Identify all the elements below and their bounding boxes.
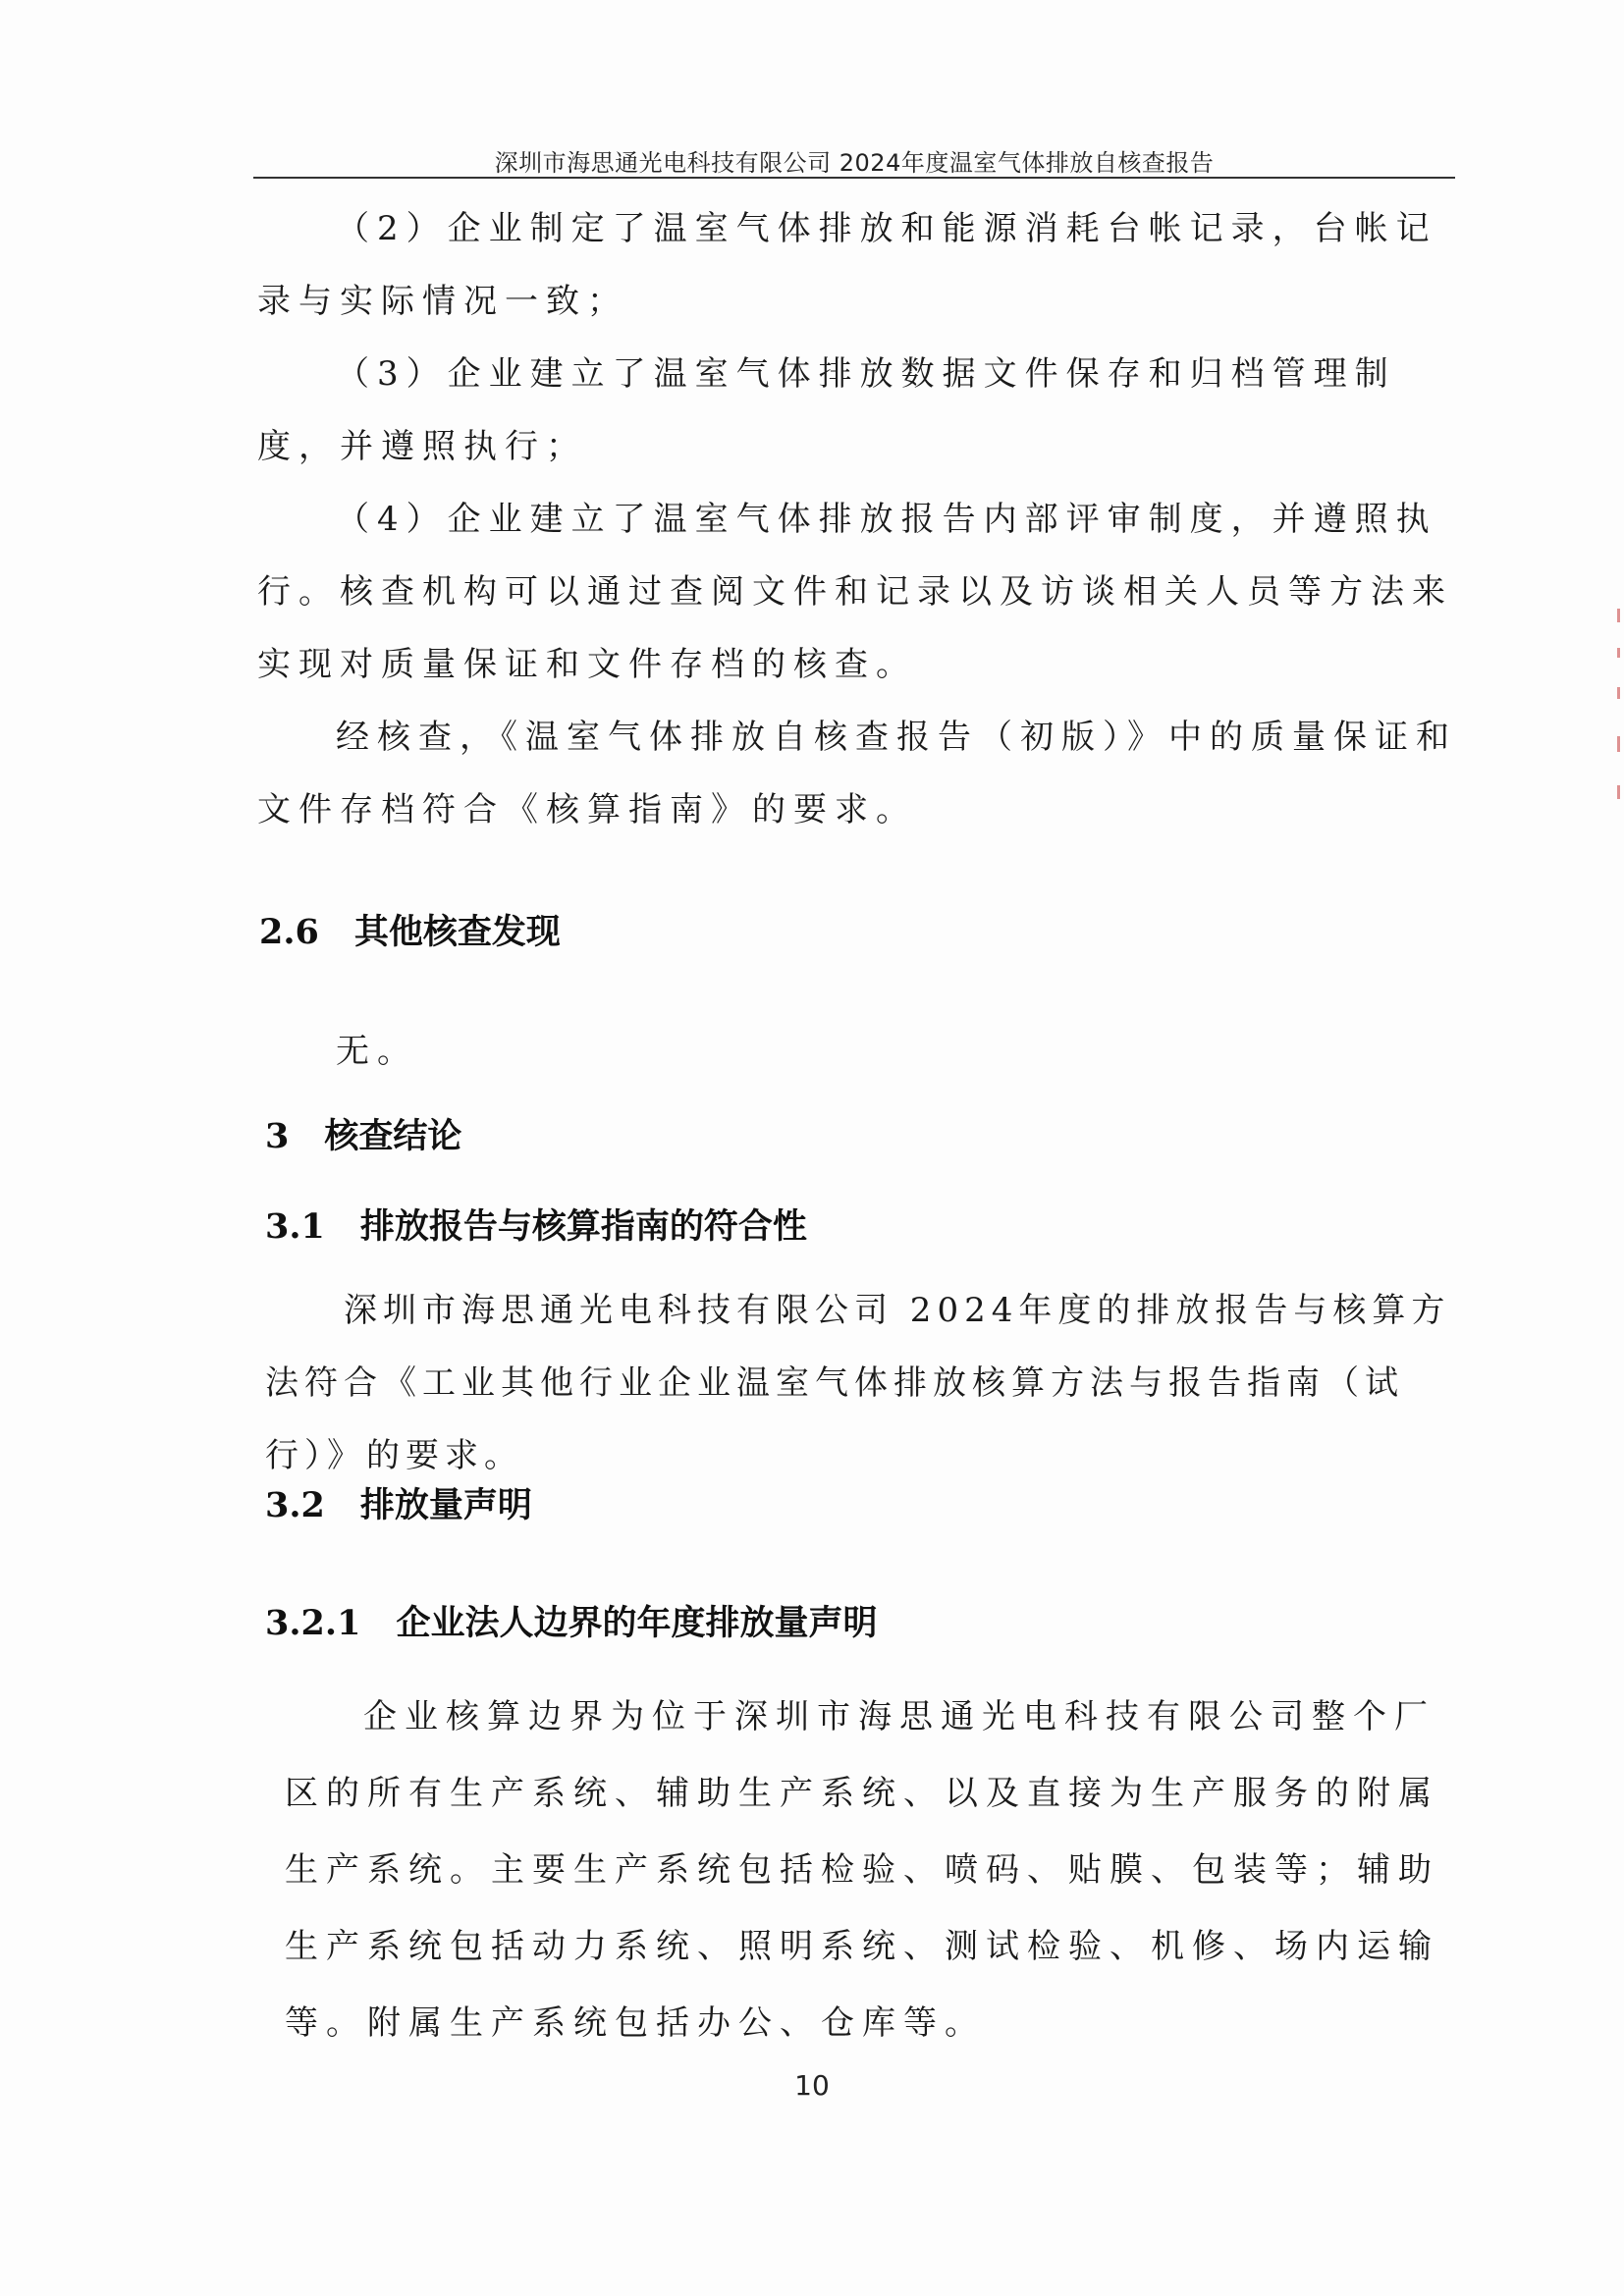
heading-2-6 [259,905,561,954]
heading-text: 排放报告与核算指南的符合性 [359,1207,807,1247]
heading-3-2-1 [265,1596,877,1645]
heading-text: 排放量声明 [359,1486,532,1525]
heading-number: 3.2.1 [265,1603,361,1643]
heading-text: 核查结论 [324,1117,462,1156]
heading-3-1 [265,1200,807,1249]
heading-number: 3 [265,1116,290,1156]
paragraph-none: 无。 [336,1032,418,1071]
heading-text: 其他核查发现 [353,913,561,952]
running-header: 深圳市海思通光电科技有限公司 2024年度温室气体排放自核查报告 [494,149,1215,177]
page-number: 10 [794,2069,830,2102]
heading-number: 3.1 [265,1206,325,1247]
heading-number: 2.6 [259,912,319,952]
paragraph-boundary: 企业核算边界为位于深圳市海思通光电科技有限公司整个厂区的所有生产系统、辅助生产系统、以及直接为生产服务的附属生产系统。主要生产系统包括检验、喷码、贴膜、包装等；辅助生产系统包括动力系统、照明系统、测试检验、机修、场内运输等。附属生产系统包括办公、仓库等。 [285,1697,1439,2043]
edge-stamp-marks [1610,609,1624,815]
paragraph-conclusion-qa: 经核查，《温室气体排放自核查报告（初版）》中的质量保证和文件存档符合《核算指南》的要求。 [257,718,1457,829]
paragraph-item-2: （2）企业制定了温室气体排放和能源消耗台帐记录，台帐记录与实际情况一致； [257,209,1437,321]
header-divider [253,177,1455,179]
heading-text: 企业法人边界的年度排放量声明 [396,1604,878,1643]
paragraph-compliance: 深圳市海思通光电科技有限公司 2024年度的排放报告与核算方法符合《工业其他行业企业温室气体排放核算方法与报告指南（试行）》的要求。 [265,1291,1451,1475]
paragraph-item-3: （3）企业建立了温室气体排放数据文件保存和归档管理制度，并遵照执行； [257,354,1396,466]
paragraph-item-4: （4）企业建立了温室气体排放报告内部评审制度，并遵照执行。核查机构可以通过查阅文件和记录以及访谈相关人员等方法来实现对质量保证和文件存档的核查。 [257,500,1453,684]
heading-3 [265,1109,461,1158]
heading-3-2 [265,1478,532,1527]
heading-number: 3.2 [265,1485,325,1525]
